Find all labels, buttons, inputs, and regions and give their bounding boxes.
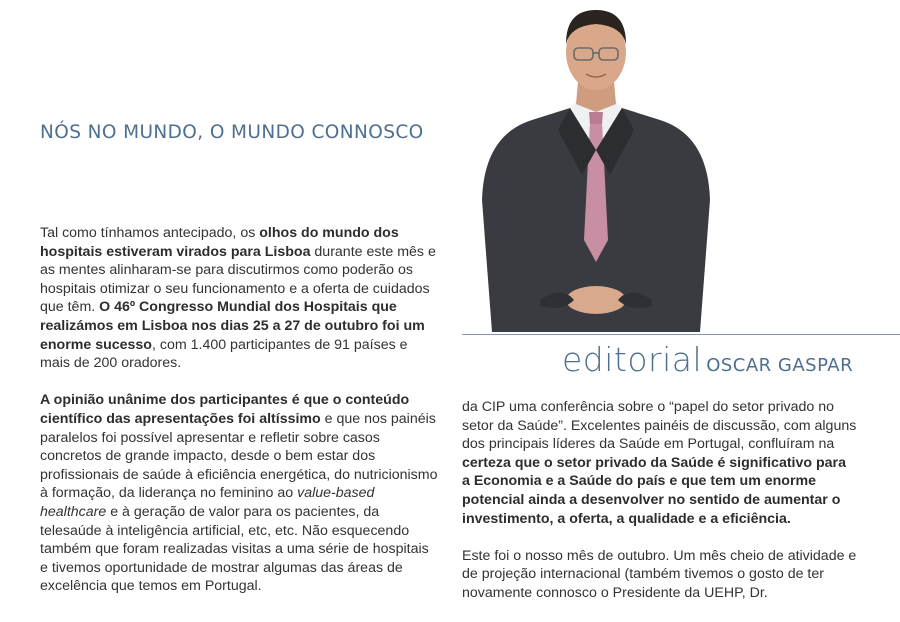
text-run: Tal como tínhamos antecipado, os [40,225,260,241]
text-run: A opinião unânime dos participantes é que o conteúdo científico das apresentações foi altíssimo [40,392,410,427]
text-run: da CIP uma conferência sobre o “papel do setor privado no setor da Saúde”. Excelentes painéis de discussão, com alguns dos principais líderes da Saúde em Portugal, confluíram na [462,399,857,453]
text-run: Este foi o nosso mês de outubro. Um mês cheio de atividade e de projeção internacional (também tivemos o gosto de ter novamente connosco o Presidente da UEHP, Dr. [462,547,857,601]
paragraph [462,547,857,603]
text-run: e à geração de valor para os pacientes, da telesaúde à inteligência artificial, etc, etc. Não esquecendo também que foram realizadas visitas a uma série de hospitais e tivemos oportunidade de mostrar algumas das áreas de excelência que temos em Portugal. [40,503,429,595]
author-portrait [462,0,730,332]
section-label: editorial [562,340,703,379]
byline [562,340,853,379]
text-run: , com 1.400 participantes de 91 países e mais de 200 oradores. [40,336,408,372]
paragraph [40,391,440,596]
author-name: OSCAR GASPAR [706,355,854,376]
left-column [40,224,440,596]
article-heading: NÓS NO MUNDO, O MUNDO CONNOSCO [40,122,424,143]
text-run: certeza que o setor privado da Saúde é significativo para a Economia e a Saúde do país e que tem um enorme potencial ainda a desenvolver no sentido de aumentar o investimento, a oferta, a qualidade e a eficiência. [462,454,846,527]
text-run: e que nos painéis paralelos foi possível apresentar e refletir sobre casos concretos de grande impacto, desde o bem estar dos profissionais de saúde à eficiência energética, do nutricionismo à formação, da liderança no feminino ao [40,410,438,502]
text-run: O 46º Congresso Mundial dos Hospitais que realizámos em Lisboa nos dias 25 a 27 de outubro foi um enorme sucesso [40,299,425,353]
paragraph [40,224,440,373]
right-column [462,398,857,603]
text-run: olhos do mundo dos hospitais estiveram virados para Lisboa [40,225,399,260]
text-run: durante este mês e as mentes alinharam-se para discutirmos como poderão os hospitais otimizar o seu funcionamento e a oferta de cuidados que têm. [40,243,436,316]
text-run: value-based healthcare [40,485,375,520]
divider-line [462,334,900,335]
paragraph [462,398,857,528]
